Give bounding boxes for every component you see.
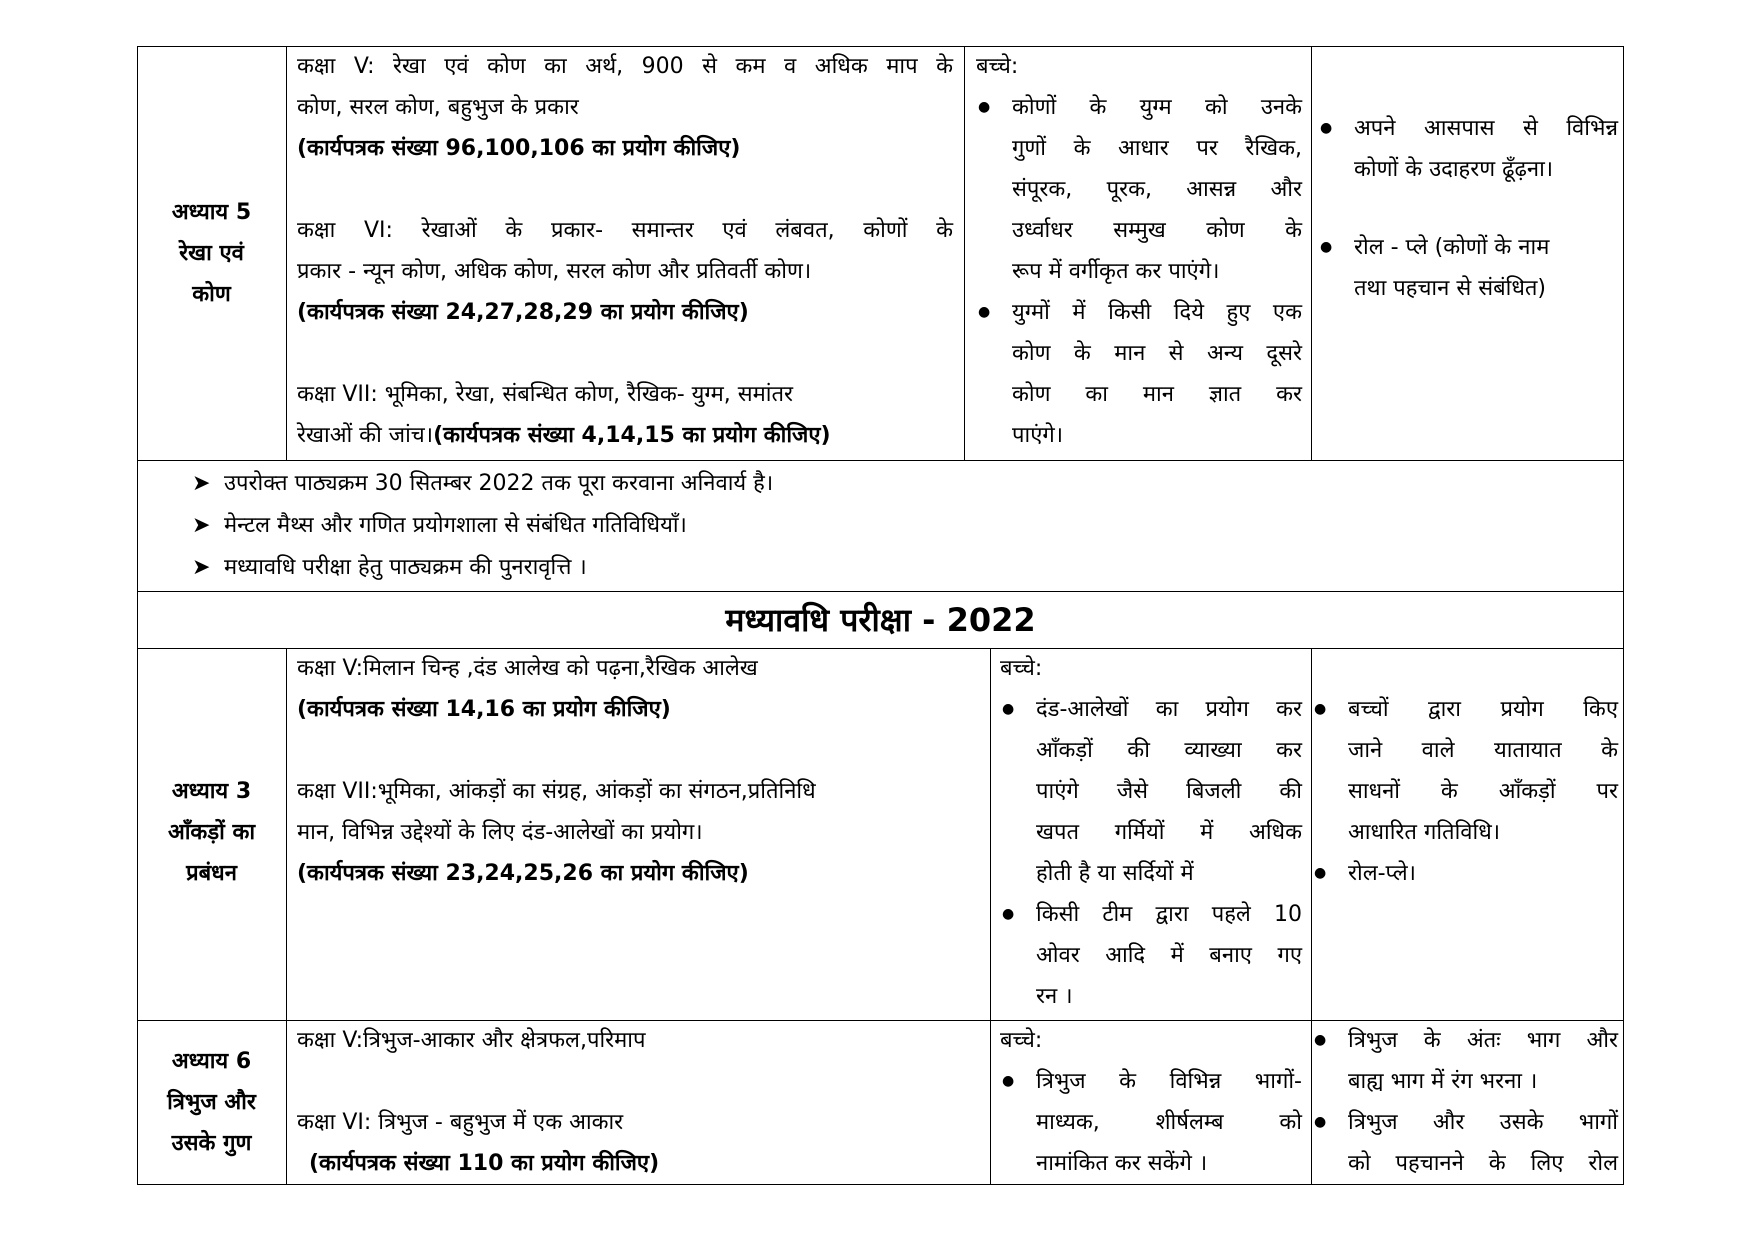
- chapter-name-line: प्रबंधन: [186, 861, 237, 886]
- outcome-line: गुणों के आधार पर रैखिक,: [1012, 136, 1302, 161]
- activity-line: को पहचानने के लिए रोल: [1348, 1151, 1618, 1176]
- activity-line: आधारित गतिविधि।: [1348, 820, 1501, 845]
- chapter6-title: [137, 1041, 286, 1164]
- outcome-line: कोण के मान से अन्य दूसरे: [1012, 341, 1302, 366]
- activity-line: ● अपने आसपास से विभिन्न: [1354, 116, 1618, 141]
- notes-list: [192, 463, 1592, 589]
- class-v-text: कोण, सरल कोण, बहुभुज के प्रकार: [297, 95, 579, 120]
- outcomes-heading: बच्चे:: [1000, 656, 1043, 681]
- chapter6-outcomes: [1000, 1020, 1302, 1184]
- activity-line: तथा पहचान से संबंधित): [1354, 276, 1546, 301]
- chapter3-outcomes: [1000, 648, 1302, 1017]
- activity-line: कोणों के उदाहरण ढूँढ़ना।: [1354, 157, 1554, 182]
- outcome-line: रन ।: [1036, 984, 1073, 1009]
- activity-item: [1312, 1020, 1618, 1102]
- divider: [990, 648, 991, 1021]
- arrow-bullet-icon: ➤: [192, 555, 211, 580]
- divider: [1311, 46, 1312, 461]
- outcome-item: [1000, 689, 1302, 894]
- chapter-name-line: रेखा एवं: [179, 241, 244, 266]
- chapter5-content: [297, 46, 953, 456]
- outcome-item: [976, 292, 1302, 456]
- outcomes-heading: बच्चे:: [976, 54, 1019, 79]
- divider: [286, 46, 287, 461]
- class-v-text: कक्षा V: रेखा एवं कोण का अर्थ, 900 से कम व अधिक माप के: [297, 54, 953, 79]
- worksheet-ref: (कार्यपत्रक संख्या 24,27,28,29 का प्रयोग कीजिए): [297, 300, 749, 325]
- divider: [990, 1020, 991, 1185]
- chapter-name-line: त्रिभुज और: [167, 1090, 256, 1115]
- class-v-text: कक्षा V:त्रिभुज-आकार और क्षेत्रफल,परिमाप: [297, 1028, 646, 1053]
- class-vii-text: मान, विभिन्न उद्देश्यों के लिए दंड-आलेखों का प्रयोग।: [297, 820, 703, 845]
- outcome-line: रूप में वर्गीकृत कर पाएंगे।: [1012, 259, 1220, 284]
- worksheet-ref: (कार्यपत्रक संख्या 110 का प्रयोग कीजिए): [309, 1151, 660, 1176]
- outcome-line: नामांकित कर सकेंगे ।: [1036, 1151, 1208, 1176]
- worksheet-ref: (कार्यपत्रक संख्या 4,14,15 का प्रयोग कीजिए): [433, 423, 831, 448]
- note-item: [192, 547, 1592, 589]
- activity-item: [1318, 227, 1618, 309]
- chapter-name-line: आँकड़ों का: [167, 820, 256, 845]
- chapter6-content: [297, 1020, 981, 1184]
- outcome-item: [976, 87, 1302, 292]
- arrow-bullet-icon: ➤: [192, 513, 211, 538]
- outcome-line: ● युग्मों में किसी दिये हुए एक: [1012, 300, 1302, 325]
- outcomes-heading: बच्चे:: [1000, 1028, 1043, 1053]
- chapter5-title: [137, 192, 286, 315]
- class-vi-text: प्रकार - न्यून कोण, अधिक कोण, सरल कोण और प्रतिवर्ती कोण।: [297, 259, 812, 284]
- divider: [286, 1020, 287, 1185]
- chapter-name-line: उसके गुण: [171, 1131, 252, 1156]
- activity-item: [1312, 689, 1618, 853]
- outcome-line: ● त्रिभुज के विभिन्न भागों-: [1036, 1069, 1302, 1094]
- activity-line: ● रोल-प्ले।: [1348, 861, 1416, 886]
- outcome-line: कोण का मान ज्ञात कर: [1012, 382, 1302, 407]
- activity-line: साधनों के आँकड़ों पर: [1348, 779, 1618, 804]
- activity-item: [1318, 108, 1618, 190]
- note-text: मध्यावधि परीक्षा हेतु पाठ्यक्रम की पुनरावृत्ति ।: [224, 555, 587, 580]
- chapter3-activities: [1312, 689, 1618, 894]
- class-vi-text: कक्षा VI: रेखाओं के प्रकार- समान्तर एवं लंबवत, कोणों के: [297, 218, 953, 243]
- class-v-text: कक्षा V:मिलान चिन्ह ,दंड आलेख को पढ़ना,रैखिक आलेख: [297, 656, 758, 681]
- outcome-line: होती है या सर्दियों में: [1036, 861, 1194, 886]
- activity-line: जाने वाले यातायात के: [1348, 738, 1618, 763]
- class-vi-text: कक्षा VI: त्रिभुज - बहुभुज में एक आकार: [297, 1110, 624, 1135]
- outcome-line: पाएंगे।: [1012, 423, 1064, 448]
- exam-header: मध्यावधि परीक्षा - 2022: [725, 601, 1036, 639]
- chapter-number: अध्याय 5: [171, 200, 252, 225]
- outcome-line: ● दंड-आलेखों का प्रयोग कर: [1036, 697, 1302, 722]
- note-text: मेन्टल मैथ्स और गणित प्रयोगशाला से संबंधित गतिविधियाँ।: [224, 513, 687, 538]
- arrow-bullet-icon: ➤: [192, 471, 211, 496]
- note-item: [192, 463, 1592, 505]
- chapter-name-line: कोण: [192, 282, 231, 307]
- activity-line: ● रोल - प्ले (कोणों के नाम: [1354, 235, 1550, 260]
- chapter-number: अध्याय 3: [171, 779, 252, 804]
- outcome-line: माध्यक, शीर्षलम्ब को: [1036, 1110, 1302, 1135]
- class-vii-text: [297, 415, 953, 456]
- activity-item: [1312, 1102, 1618, 1184]
- divider: [286, 648, 287, 1021]
- activity-line: ● त्रिभुज के अंतः भाग और: [1348, 1028, 1618, 1053]
- chapter5-activities: [1318, 108, 1618, 309]
- divider: [964, 46, 965, 461]
- outcome-item: [1000, 894, 1302, 1017]
- outcome-line: ● कोणों के युग्म को उनके: [1012, 95, 1302, 120]
- outcome-line: ओवर आदि में बनाए गए: [1036, 943, 1302, 968]
- outcome-item: [1000, 1061, 1302, 1184]
- note-text: उपरोक्त पाठ्यक्रम 30 सितम्बर 2022 तक पूरा करवाना अनिवार्य है।: [224, 471, 774, 496]
- chapter3-content: [297, 648, 981, 894]
- outcome-line: ● किसी टीम द्वारा पहले 10: [1036, 902, 1302, 927]
- activity-line: ● बच्चों द्वारा प्रयोग किए: [1348, 697, 1618, 722]
- class-vii-text-end: रेखाओं की जांच।: [297, 423, 434, 448]
- activity-item: [1312, 853, 1618, 894]
- outcome-line: पाएंगे जैसे बिजली की: [1036, 779, 1302, 804]
- worksheet-ref: (कार्यपत्रक संख्या 14,16 का प्रयोग कीजिए): [297, 697, 671, 722]
- chapter6-activities: [1312, 1020, 1618, 1184]
- chapter5-outcomes: [976, 46, 1302, 456]
- outcome-line: आँकड़ों की व्याख्या कर: [1036, 738, 1302, 763]
- worksheet-ref: (कार्यपत्रक संख्या 23,24,25,26 का प्रयोग कीजिए): [297, 861, 749, 886]
- worksheet-ref: (कार्यपत्रक संख्या 96,100,106 का प्रयोग कीजिए): [297, 136, 741, 161]
- chapter-number: अध्याय 6: [171, 1049, 252, 1074]
- chapter3-title: [137, 771, 286, 894]
- class-vii-text: कक्षा VII:भूमिका, आंकड़ों का संग्रह, आंकड़ों का संगठन,प्रतिनिधि: [297, 779, 816, 804]
- activity-line: ● त्रिभुज और उसके भागों: [1348, 1110, 1618, 1135]
- outcome-line: खपत गर्मियों में अधिक: [1036, 820, 1302, 845]
- outcome-line: उर्ध्वाधर सम्मुख कोण के: [1012, 218, 1302, 243]
- outcome-line: संपूरक, पूरक, आसन्न और: [1012, 177, 1302, 202]
- activity-line: बाह्य भाग में रंग भरना ।: [1348, 1069, 1538, 1094]
- class-vii-text: कक्षा VII: भूमिका, रेखा, संबन्धित कोण, रैखिक- युग्म, समांतर: [297, 382, 794, 407]
- note-item: [192, 505, 1592, 547]
